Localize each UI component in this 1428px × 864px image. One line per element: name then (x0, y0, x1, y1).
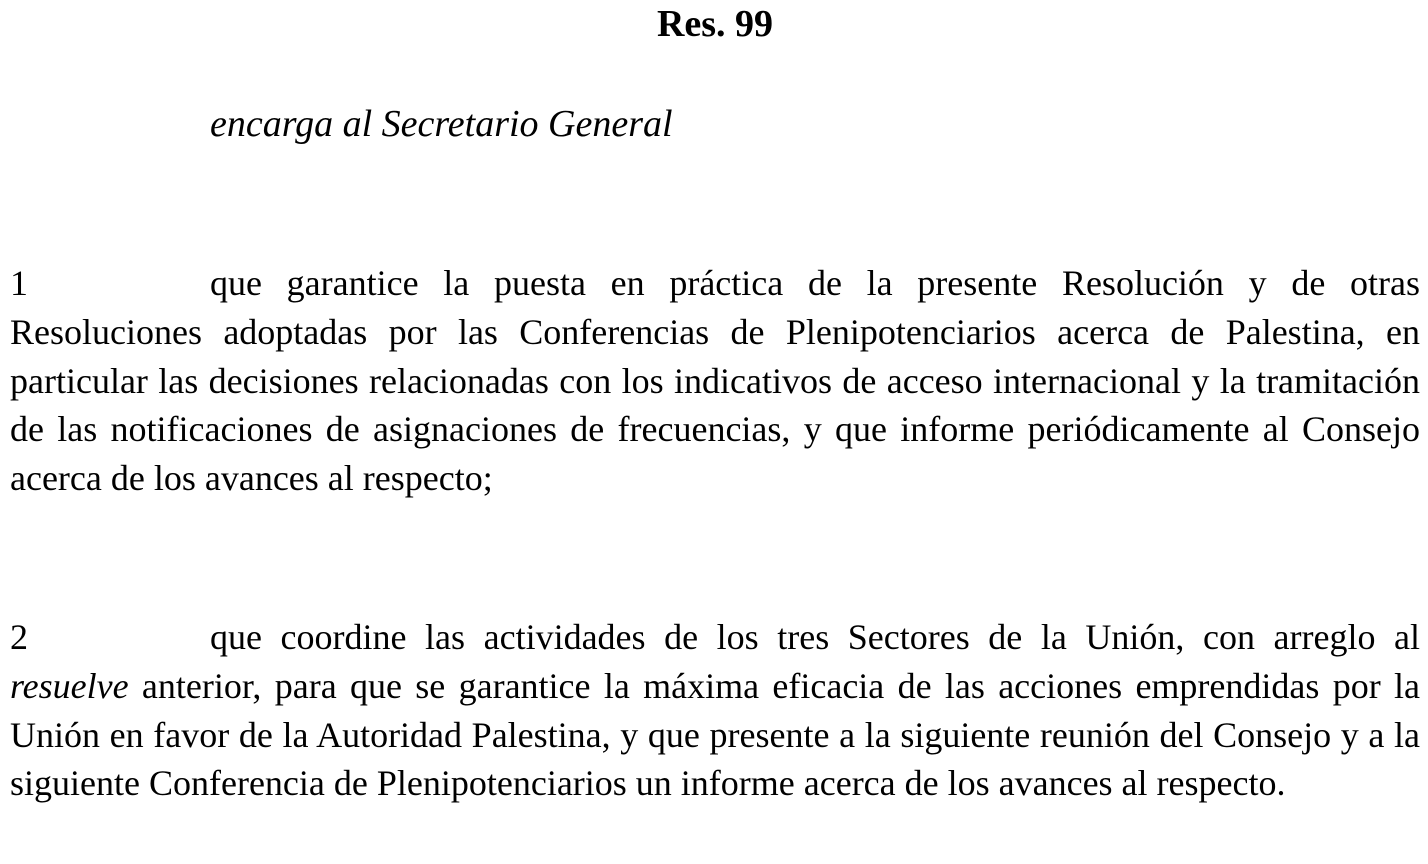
lead-in-phrase: encarga al Secretario General (210, 103, 673, 145)
page-header-title: Res. 99 (656, 3, 774, 45)
paragraph-number: 1 (10, 263, 28, 303)
paragraph-text-italic: resuelve (10, 665, 129, 706)
paragraph-2 (10, 613, 1420, 808)
paragraph-1 (10, 259, 1420, 503)
paragraph-text-end: anterior, para que se garantice la máxima eficacia de las acciones emprendidas por la Unión en favor de la Autoridad Palestina, y que presente a la siguiente reunión del Consejo y a la siguiente Conferencia de Plenipotenciarios un informe acerca de los avances al respecto. (10, 665, 1420, 804)
paragraph-number: 2 (10, 617, 28, 657)
paragraph-text: que garantice la puesta en práctica de la presente Resolución y de otras Resoluciones adoptadas por las Conferencias de Plenipotenciarios acerca de Palestina, en particular las decisiones relacionadas con los indicativos de acceso internacional y la tramitación de las notificaciones de asignaciones de frecuencias, y que informe periódicamente al Consejo acerca de los avances al respecto; (10, 263, 1420, 499)
paragraph-text-start: que coordine las actividades de los tres Sectores de la Unión, con arreglo al (210, 617, 1420, 657)
